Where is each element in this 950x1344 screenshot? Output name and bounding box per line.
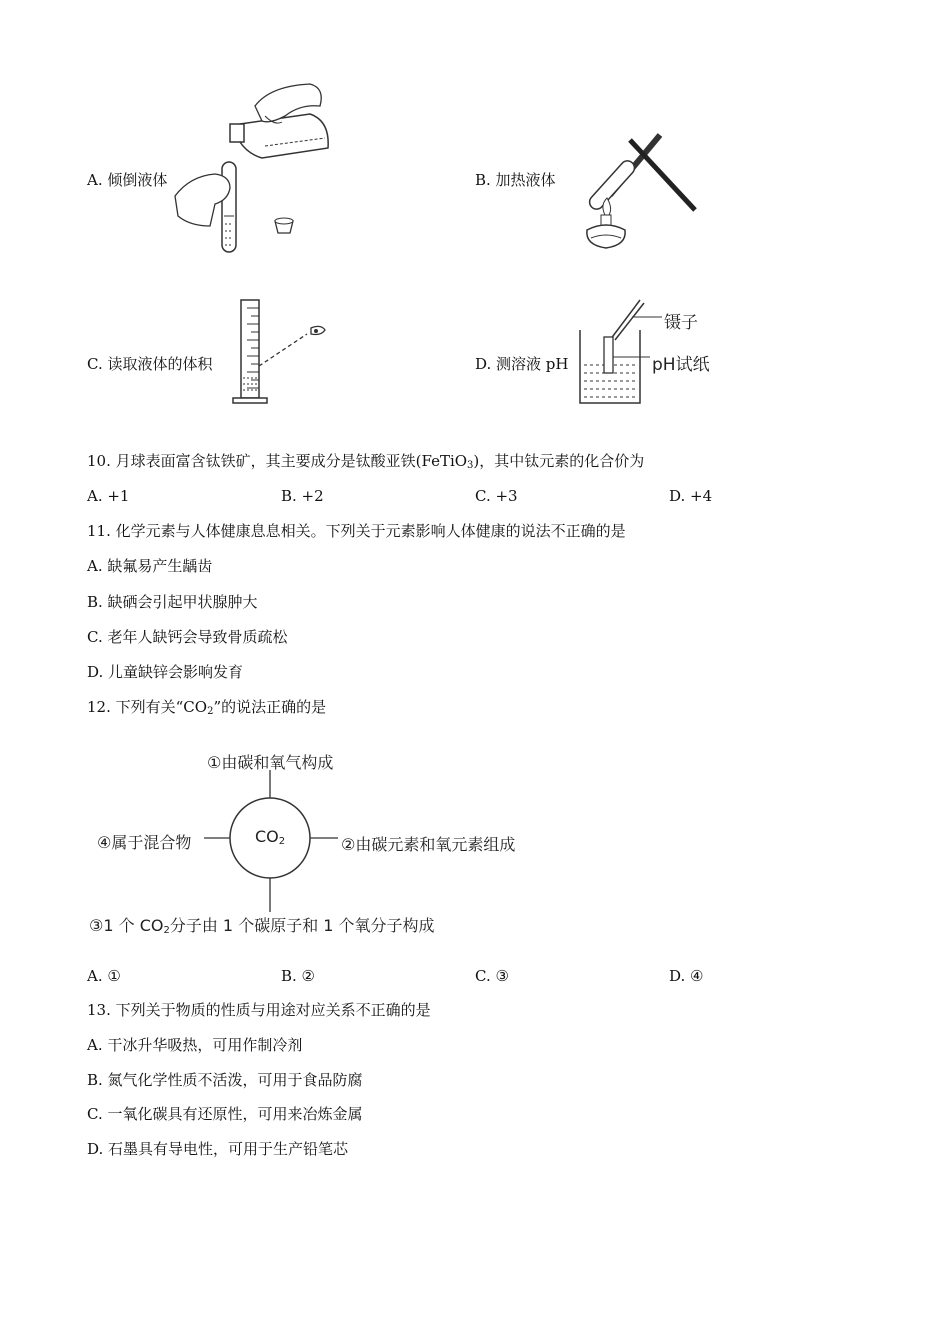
co2-top-statement: ①由碳和氧气构成 (207, 753, 334, 772)
q10-option-a: A. +1 (87, 487, 130, 505)
q12-option-b: B. ② (281, 967, 316, 985)
reading-volume-figure (225, 298, 335, 406)
q12-option-a: A. ① (87, 967, 121, 985)
q11-option-c: C. 老年人缺钙会导致骨质疏松 (87, 628, 288, 646)
q11-option-a: A. 缺氟易产生龋齿 (87, 557, 213, 575)
q12-option-d: D. ④ (669, 967, 704, 985)
q13-option-c: C. 一氧化碳具有还原性，可用来冶炼金属 (87, 1105, 363, 1123)
q9-option-b: B. 加热液体 (475, 171, 556, 189)
co2-right-statement: ②由碳元素和氧元素组成 (341, 835, 516, 854)
q10-option-b: B. +2 (281, 487, 324, 505)
q11-option-d: D. 儿童缺锌会影响发育 (87, 663, 244, 681)
q9-option-d: D. 测溶液 pH (475, 355, 569, 373)
q13-option-a: A. 干冰升华吸热，可用作制冷剂 (87, 1036, 303, 1054)
pouring-liquid-figure (170, 76, 350, 258)
q11-option-b: B. 缺硒会引起甲状腺肿大 (87, 593, 258, 611)
tweezers-label: 镊子 (664, 313, 698, 333)
co2-center-label: $CO_2$ (255, 827, 286, 847)
q13-option-b: B. 氮气化学性质不活泼，可用于食品防腐 (87, 1071, 363, 1089)
q12-option-c: C. ③ (475, 967, 509, 985)
q13-option-d: D. 石墨具有导电性，可用于生产铅笔芯 (87, 1140, 349, 1158)
ph-paper-label: pH试纸 (652, 355, 710, 375)
q9-option-a: A. 倾倒液体 (87, 171, 168, 189)
co2-bottom-statement: ③1 个 $CO_2$分子由 1 个碳原子和 1 个氧分子构成 (89, 916, 435, 936)
q13-stem: 13. 下列关于物质的性质与用途对应关系不正确的是 (87, 1001, 431, 1019)
q12-stem: 12. 下列有关“$CO_2$”的说法正确的是 (87, 698, 327, 717)
heating-liquid-figure (565, 120, 700, 260)
q10-stem: 10. 月球表面富含钛铁矿，其主要成分是钛酸亚铁(FeTiO$_3$)，其中钛元素的化合价为 (87, 452, 645, 471)
co2-left-statement: ④属于混合物 (97, 833, 192, 852)
q10-option-d: D. +4 (669, 487, 713, 505)
q11-stem: 11. 化学元素与人体健康息息相关。下列关于元素影响人体健康的说法不正确的是 (87, 522, 626, 540)
q9-option-c: C. 读取液体的体积 (87, 355, 213, 373)
q10-option-c: C. +3 (475, 487, 518, 505)
